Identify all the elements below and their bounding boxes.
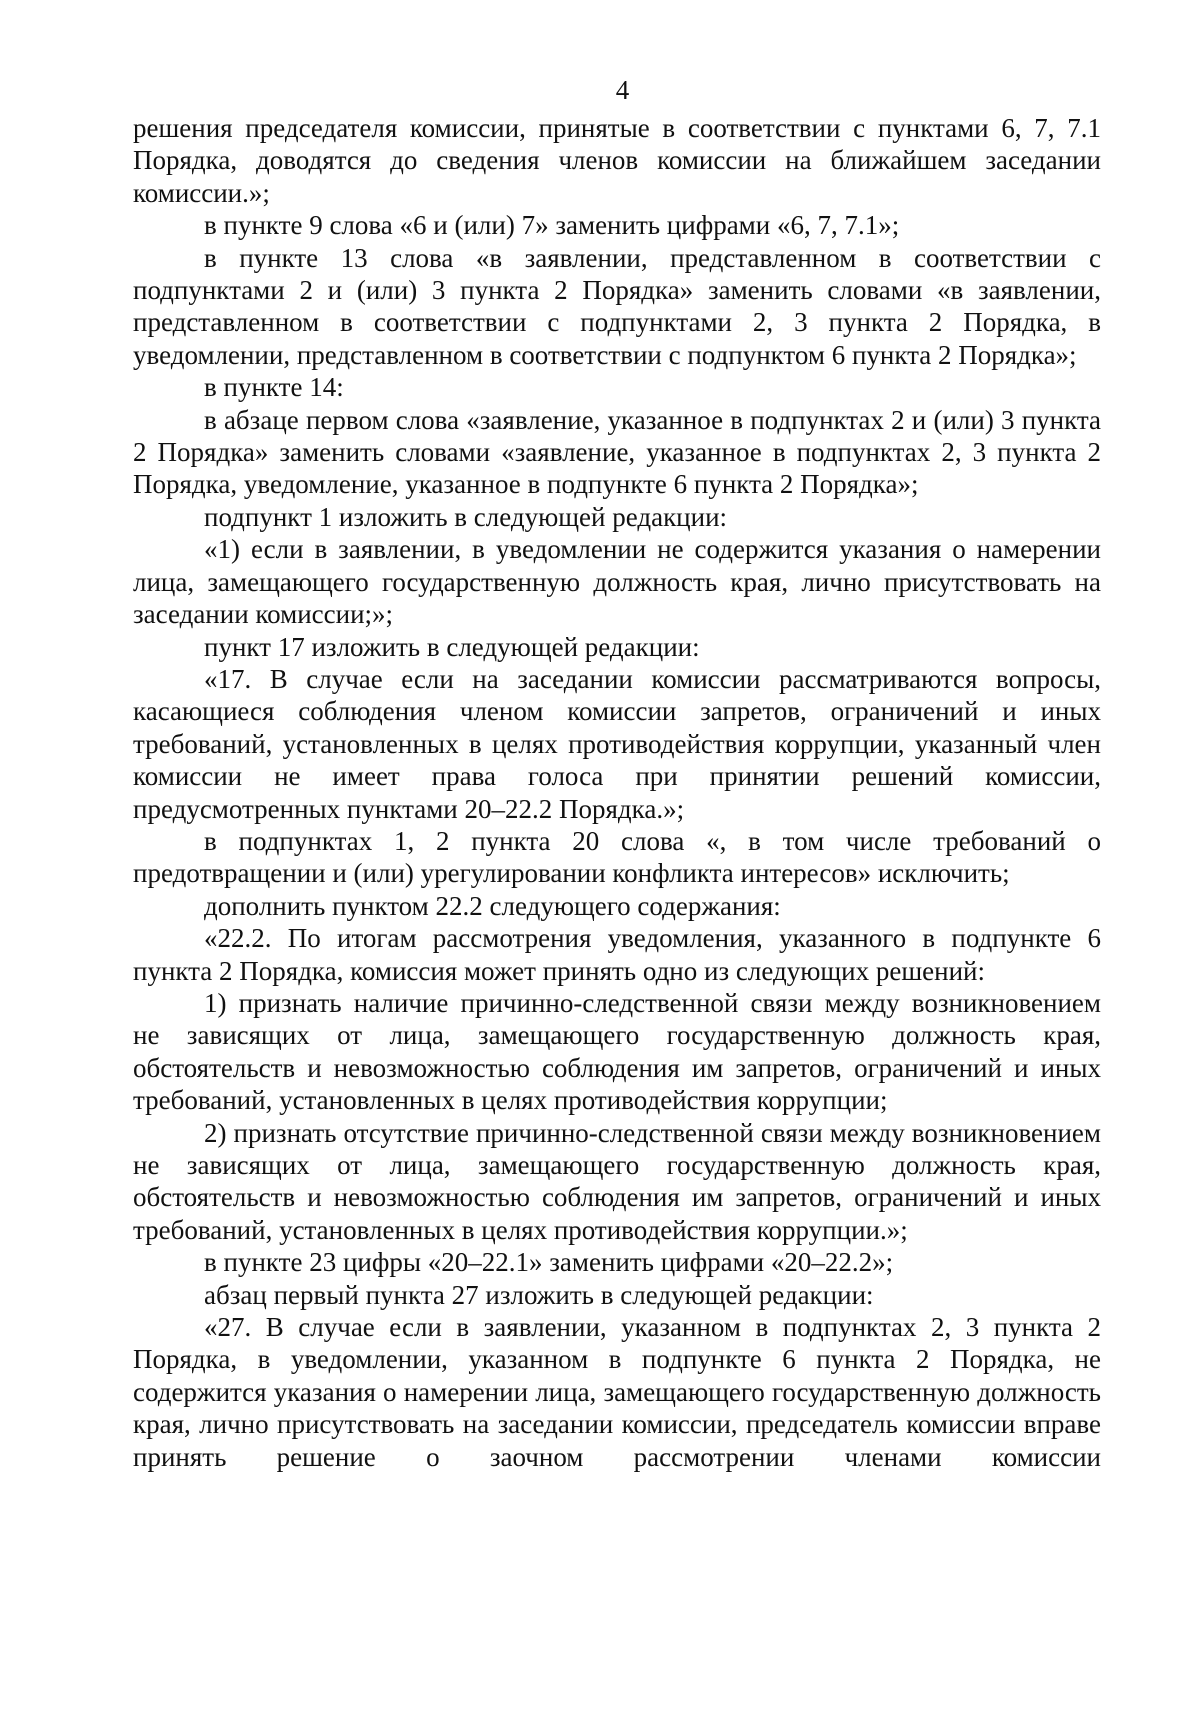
paragraph-13: 1) признать наличие причинно-следственной связи между возникновением не зависящих от лица, замещающего государственную должность края, обстоятельств и невозможностью соблюдения им запретов, ограничений и иных требований, установленных в целях противодействия коррупции; xyxy=(133,987,1101,1116)
document-body xyxy=(133,112,1101,1473)
paragraph-9: «17. В случае если на заседании комиссии рассматриваются вопросы, касающиеся соблюдения членом комиссии запретов, ограничений и иных требований, установленных в целях противодействия коррупции, указанный член комиссии не имеет права голоса при принятии решений комиссии, предусмотренных пунктами 20–22.2 Порядка.»; xyxy=(133,663,1101,824)
paragraph-16: абзац первый пункта 27 изложить в следующей редакции: xyxy=(204,1279,874,1310)
paragraph-6: подпункт 1 изложить в следующей редакции: xyxy=(204,501,728,532)
paragraph-2: в пункте 9 слова «6 и (или) 7» заменить цифрами «6, 7, 7.1»; xyxy=(204,210,900,241)
paragraph-10: в подпунктах 1, 2 пункта 20 слова «, в том числе требований о предотвращении и (или) урегулировании конфликта интересов» исключить; xyxy=(133,825,1101,889)
paragraph-12: «22.2. По итогам рассмотрения уведомления, указанного в подпункте 6 пункта 2 Порядка, комиссия может принять одно из следующих решений: xyxy=(133,923,1101,986)
paragraph-17: «27. В случае если в заявлении, указанном в подпунктах 2, 3 пункта 2 Порядка, в уведомлении, указанном в подпункте 6 пункта 2 Порядка, не содержится указания о намерении лица, замещающего государственную должность края, лично присутствовать на заседании комиссии, председатель комиссии вправе принять решение о заочном рассмотрении членами комиссии xyxy=(133,1312,1101,1472)
paragraph-5: в абзаце первом слова «заявление, указанное в подпунктах 2 и (или) 3 пункта 2 Порядка» заменить словами «заявление, указанное в подпунктах 2, 3 пункта 2 Порядка, уведомление, указанное в подпункте 6 пункта 2 Порядка»; xyxy=(133,404,1101,500)
paragraph-7: «1) если в заявлении, в уведомлении не содержится указания о намерении лица, замещающего государственную должность края, лично присутствовать на заседании комиссии;»; xyxy=(133,534,1101,630)
paragraph-3: в пункте 13 слова «в заявлении, представленном в соответствии с подпунктами 2 и (или) 3 пункта 2 Порядка» заменить словами «в заявлении, представленном в соответствии с подпунктами 2, 3 пункта 2 Порядка, в уведомлении, представленном в соответствии с подпунктом 6 пункта 2 Порядка»; xyxy=(133,242,1101,370)
paragraph-8: пункт 17 изложить в следующей редакции: xyxy=(204,631,700,662)
paragraph-1: решения председателя комиссии, принятые в соответствии с пунктами 6, 7, 7.1 Порядка, доводятся до сведения членов комиссии на ближайшем заседании комиссии.»; xyxy=(133,113,1101,208)
page-number: 4 xyxy=(615,75,630,105)
paragraph-11: дополнить пунктом 22.2 следующего содержания: xyxy=(204,890,781,921)
paragraph-15: в пункте 23 цифры «20–22.1» заменить цифрами «20–22.2»; xyxy=(204,1247,894,1278)
paragraph-14: 2) признать отсутствие причинно-следственной связи между возникновением не зависящих от лица, замещающего государственную должность края, обстоятельств и невозможностью соблюдения им запретов, ограничений и иных требований, установленных в целях противодействия коррупции.»; xyxy=(133,1117,1101,1245)
paragraph-4: в пункте 14: xyxy=(204,372,344,403)
